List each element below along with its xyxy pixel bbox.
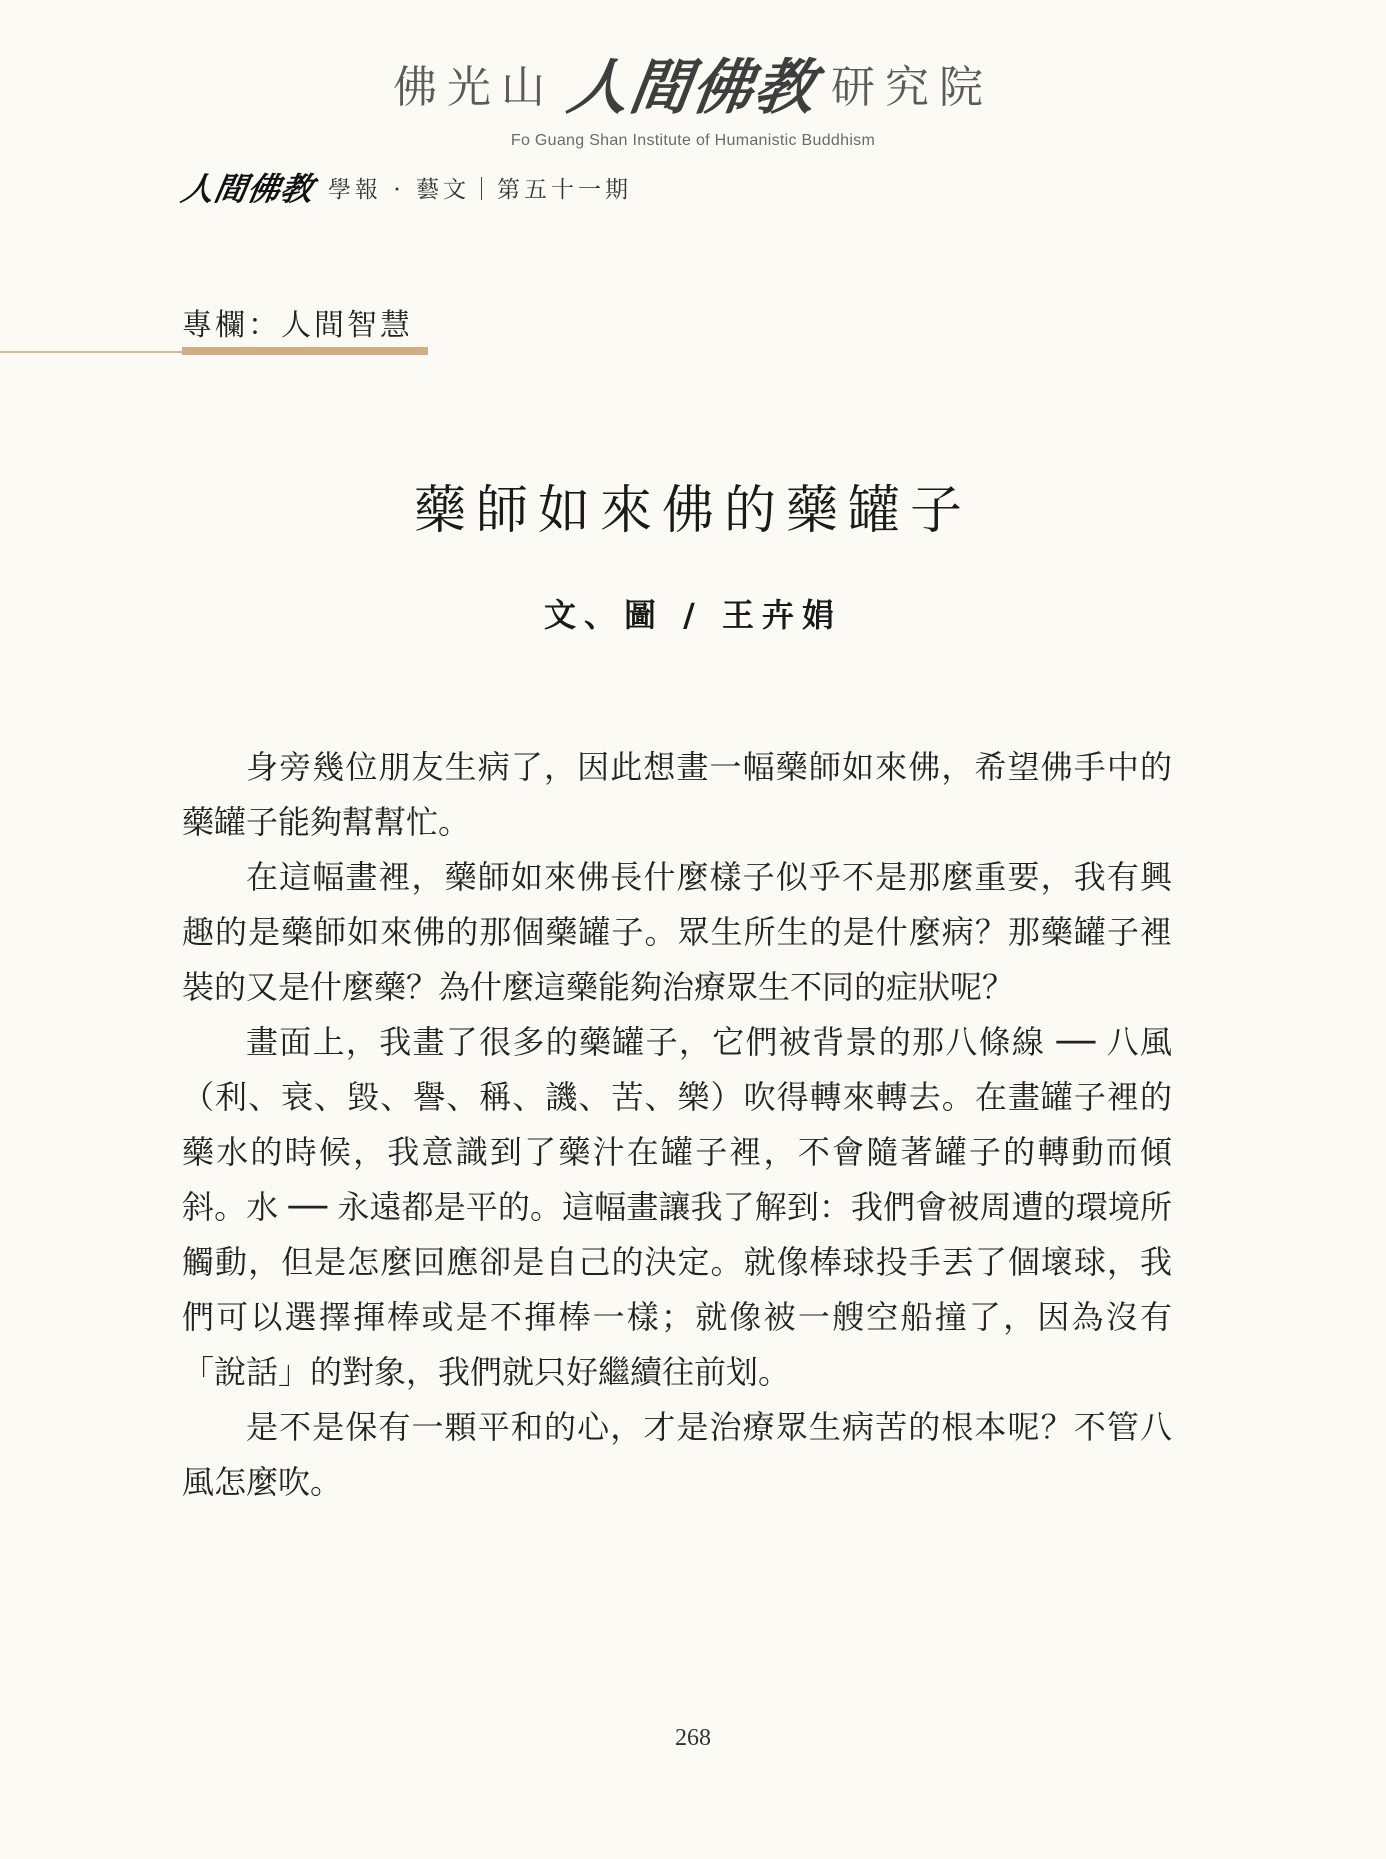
institute-english-name: Fo Guang Shan Institute of Humanistic Buddhism [510,132,876,149]
journal-issue-info: 學報 · 藝文｜第五十一期 [328,176,632,203]
journal-info-line [178,164,632,210]
institute-logo [393,40,993,126]
column-rule-accent [182,347,428,355]
body-paragraph: 是不是保有一顆平和的心，才是治療眾生病苦的根本呢？不管八風怎麼吹。 [182,1408,1172,1501]
body-paragraph: 身旁幾位朋友生病了，因此想畫一幅藥師如來佛，希望佛手中的藥罐子能夠幫幫忙。 [182,748,1172,841]
institute-brush-text: 人間佛教 [563,53,822,123]
institute-suffix: 研究院 [831,62,993,113]
column-label: 專欄：人間智慧 [182,308,413,343]
institute-header [0,40,1386,150]
page-number: 268 [675,1725,711,1751]
body-paragraph: 在這幅畫裡，藥師如來佛長什麼樣子似乎不是那麼重要，我有興趣的是藥師如來佛的那個藥罐子。眾生所生的是什麼病？那藥罐子裡裝的又是什麼藥？為什麼這藥能夠治療眾生不同的症狀呢？ [182,858,1172,1006]
journal-brush-title: 人間佛教 [178,170,318,208]
article-title: 藥師如來佛的藥罐子 [413,481,972,541]
column-rule-thin [0,351,182,353]
article-author: 文、圖 / 王卉娟 [544,596,842,634]
article-body [182,740,1172,1510]
body-paragraph: 畫面上，我畫了很多的藥罐子，它們被背景的那八條線 ── 八風（利、衰、毀、譽、稱、譏、苦、樂）吹得轉來轉去。在畫罐子裡的藥水的時候，我意識到了藥汁在罐子裡，不會隨著罐子的轉動而傾斜。水 ── 永遠都是平的。這幅畫讓我了解到：我們會被周遭的環境所觸動，但是怎麼回應卻是自己的決定。就像棒球投手丟了個壞球，我們可以選擇揮棒或是不揮棒一樣；就像被一艘空船撞了，因為沒有「說話」的對象，我們就只好繼續往前划。 [182,1023,1172,1391]
institute-prefix: 佛光山 [393,62,555,113]
